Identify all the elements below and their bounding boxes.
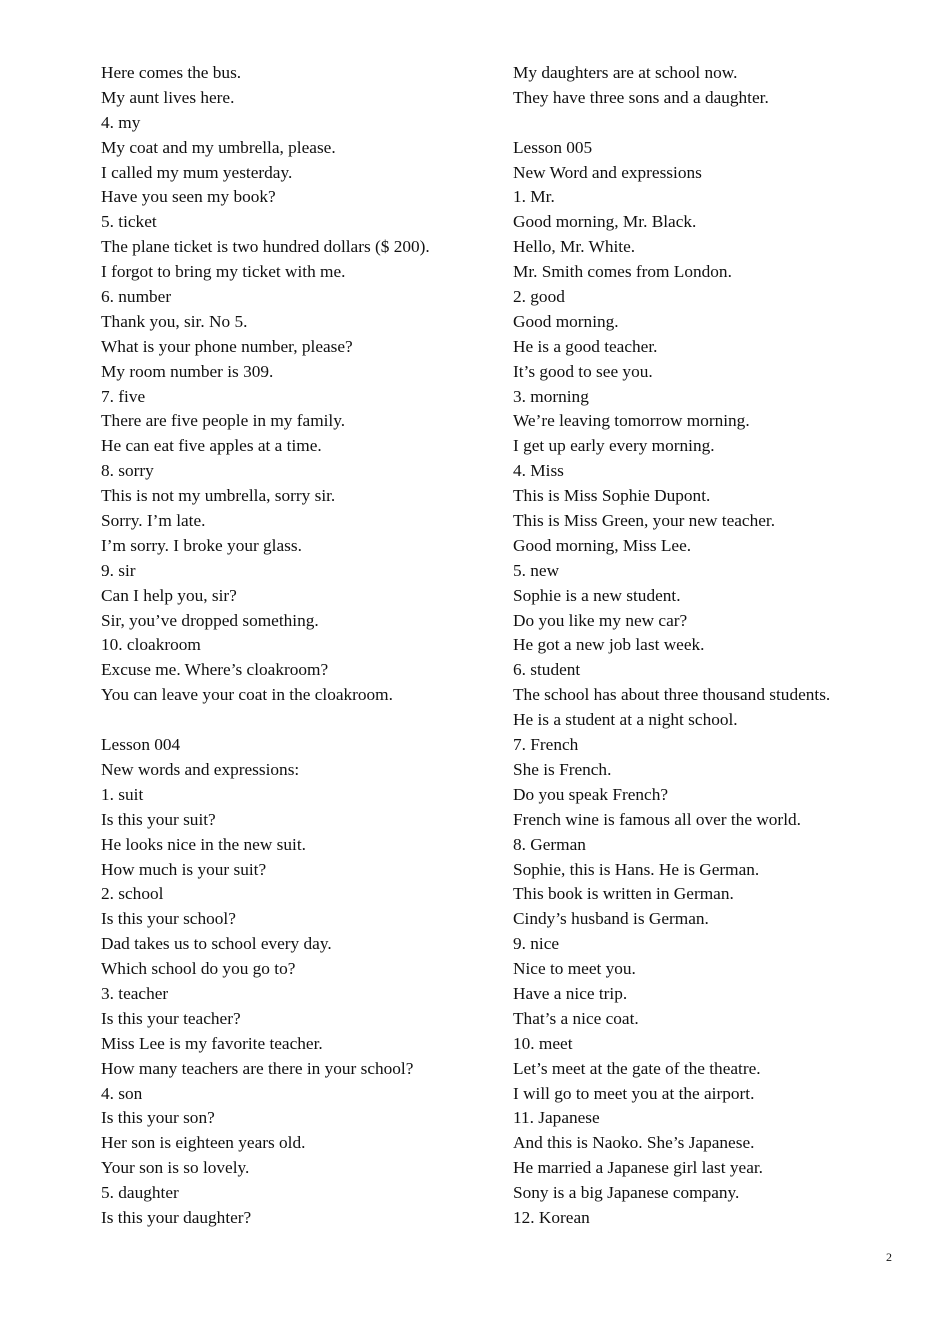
text-line: Have you seen my book? — [101, 187, 276, 207]
vocab-heading: 3. teacher — [101, 983, 169, 1003]
blank-line — [101, 708, 501, 733]
text-line: He can eat five apples at a time. — [101, 436, 322, 456]
text-line: What is your phone number, please? — [101, 336, 353, 356]
text-line: I will go to meet you at the airport. — [513, 1083, 755, 1103]
text-line: How much is your suit? — [101, 859, 267, 879]
text-line: It’s good to see you. — [513, 361, 653, 381]
text-line: Miss Lee is my favorite teacher. — [101, 1033, 323, 1053]
text-line: I’m sorry. I broke your glass. — [101, 535, 302, 555]
text-line: Sony is a big Japanese company. — [513, 1183, 740, 1203]
text-line: Good morning, Miss Lee. — [513, 535, 692, 555]
vocab-heading: 2. school — [101, 884, 164, 904]
vocab-heading: 4. Miss — [513, 461, 564, 481]
text-line: Her son is eighteen years old. — [101, 1133, 306, 1153]
text-line: Hello, Mr. White. — [513, 237, 636, 257]
text-line: He looks nice in the new suit. — [101, 834, 306, 854]
vocab-heading: 6. number — [101, 287, 172, 307]
text-line: Good morning. — [513, 311, 619, 331]
text-line: We’re leaving tomorrow morning. — [513, 411, 750, 431]
text-line: He married a Japanese girl last year. — [513, 1158, 763, 1178]
text-line: Cindy’s husband is German. — [513, 909, 709, 929]
text-line: I called my mum yesterday. — [101, 162, 293, 182]
text-line: They have three sons and a daughter. — [513, 87, 769, 107]
text-line: This book is written in German. — [513, 884, 734, 904]
vocab-heading: 1. suit — [101, 784, 144, 804]
text-line: Is this your school? — [101, 909, 236, 929]
text-line: Do you like my new car? — [513, 610, 688, 630]
text-line: Is this your suit? — [101, 809, 216, 829]
vocab-heading: 5. daughter — [101, 1183, 179, 1203]
text-line: My daughters are at school now. — [513, 63, 738, 82]
text-line: Mr. Smith comes from London. — [513, 262, 732, 282]
text-line: Do you speak French? — [513, 784, 669, 804]
text-line: New Word and expressions — [513, 162, 702, 182]
text-line: This is Miss Green, your new teacher. — [513, 511, 776, 531]
text-line: The plane ticket is two hundred dollars ($ 200). — [101, 237, 430, 257]
text-line: He is a student at a night school. — [513, 710, 738, 730]
text-line: Sophie, this is Hans. He is German. — [513, 859, 760, 879]
vocab-heading: 11. Japanese — [513, 1108, 600, 1128]
text-line: How many teachers are there in your school? — [101, 1058, 414, 1078]
text-line: Can I help you, sir? — [101, 585, 237, 605]
vocab-heading: 2. good — [513, 287, 565, 307]
text-line: There are five people in my family. — [101, 411, 346, 431]
vocab-heading: 8. German — [513, 834, 586, 854]
text-line: She is French. — [513, 759, 612, 779]
vocab-heading: 3. morning — [513, 386, 589, 406]
text-line: My room number is 309. — [101, 361, 274, 381]
vocab-heading: 9. nice — [513, 934, 560, 954]
text-line: French wine is famous all over the world. — [513, 809, 801, 829]
text-line: My coat and my umbrella, please. — [101, 137, 336, 157]
lesson-heading: Lesson 004 — [101, 735, 181, 755]
text-line: He got a new job last week. — [513, 635, 705, 655]
lesson-heading: Lesson 005 — [513, 137, 593, 157]
text-line: Is this your son? — [101, 1108, 215, 1128]
text-line: I get up early every morning. — [513, 436, 715, 456]
vocab-heading: 1. Mr. — [513, 187, 555, 207]
vocab-heading: 9. sir — [101, 560, 136, 580]
text-line: And this is Naoko. She’s Japanese. — [513, 1133, 755, 1153]
text-line: Sir, you’ve dropped something. — [101, 610, 319, 630]
text-line: Is this your teacher? — [101, 1008, 241, 1028]
text-line: Is this your daughter? — [101, 1207, 252, 1227]
vocab-heading: 7. five — [101, 386, 146, 406]
text-line: Sorry. I’m late. — [101, 511, 206, 531]
text-line: Let’s meet at the gate of the theatre. — [513, 1058, 761, 1078]
text-line: Here comes the bus. — [101, 63, 242, 82]
text-line: Have a nice trip. — [513, 983, 628, 1003]
vocab-heading: 4. my — [101, 112, 141, 132]
text-line: Good morning, Mr. Black. — [513, 212, 697, 232]
page-number: 2 — [886, 1250, 892, 1264]
vocab-heading: 7. French — [513, 735, 579, 755]
vocab-heading: 10. cloakroom — [101, 635, 201, 655]
text-line: This is Miss Sophie Dupont. — [513, 486, 711, 506]
text-line: Which school do you go to? — [101, 959, 296, 979]
vocab-heading: 6. student — [513, 660, 581, 680]
text-line: Your son is so lovely. — [101, 1158, 250, 1178]
vocab-heading: 5. ticket — [101, 212, 157, 232]
left-column — [101, 61, 501, 1231]
text-line: You can leave your coat in the cloakroom. — [101, 685, 393, 705]
vocab-heading: 5. new — [513, 560, 560, 580]
vocab-heading: 8. sorry — [101, 461, 154, 481]
text-line: The school has about three thousand students. — [513, 685, 831, 705]
vocab-heading: 12. Korean — [513, 1207, 590, 1227]
right-column — [513, 61, 933, 1231]
text-line: He is a good teacher. — [513, 336, 658, 356]
text-line: New words and expressions: — [101, 759, 300, 779]
text-line: Dad takes us to school every day. — [101, 934, 332, 954]
vocab-heading: 4. son — [101, 1083, 143, 1103]
text-line: My aunt lives here. — [101, 87, 235, 107]
text-line: Excuse me. Where’s cloakroom? — [101, 660, 329, 680]
text-line: I forgot to bring my ticket with me. — [101, 262, 346, 282]
text-line: Sophie is a new student. — [513, 585, 681, 605]
text-line: That’s a nice coat. — [513, 1008, 639, 1028]
text-line: Nice to meet you. — [513, 959, 636, 979]
blank-line — [513, 111, 933, 136]
text-line: This is not my umbrella, sorry sir. — [101, 486, 336, 506]
vocab-heading: 10. meet — [513, 1033, 573, 1053]
text-line: Thank you, sir. No 5. — [101, 311, 248, 331]
